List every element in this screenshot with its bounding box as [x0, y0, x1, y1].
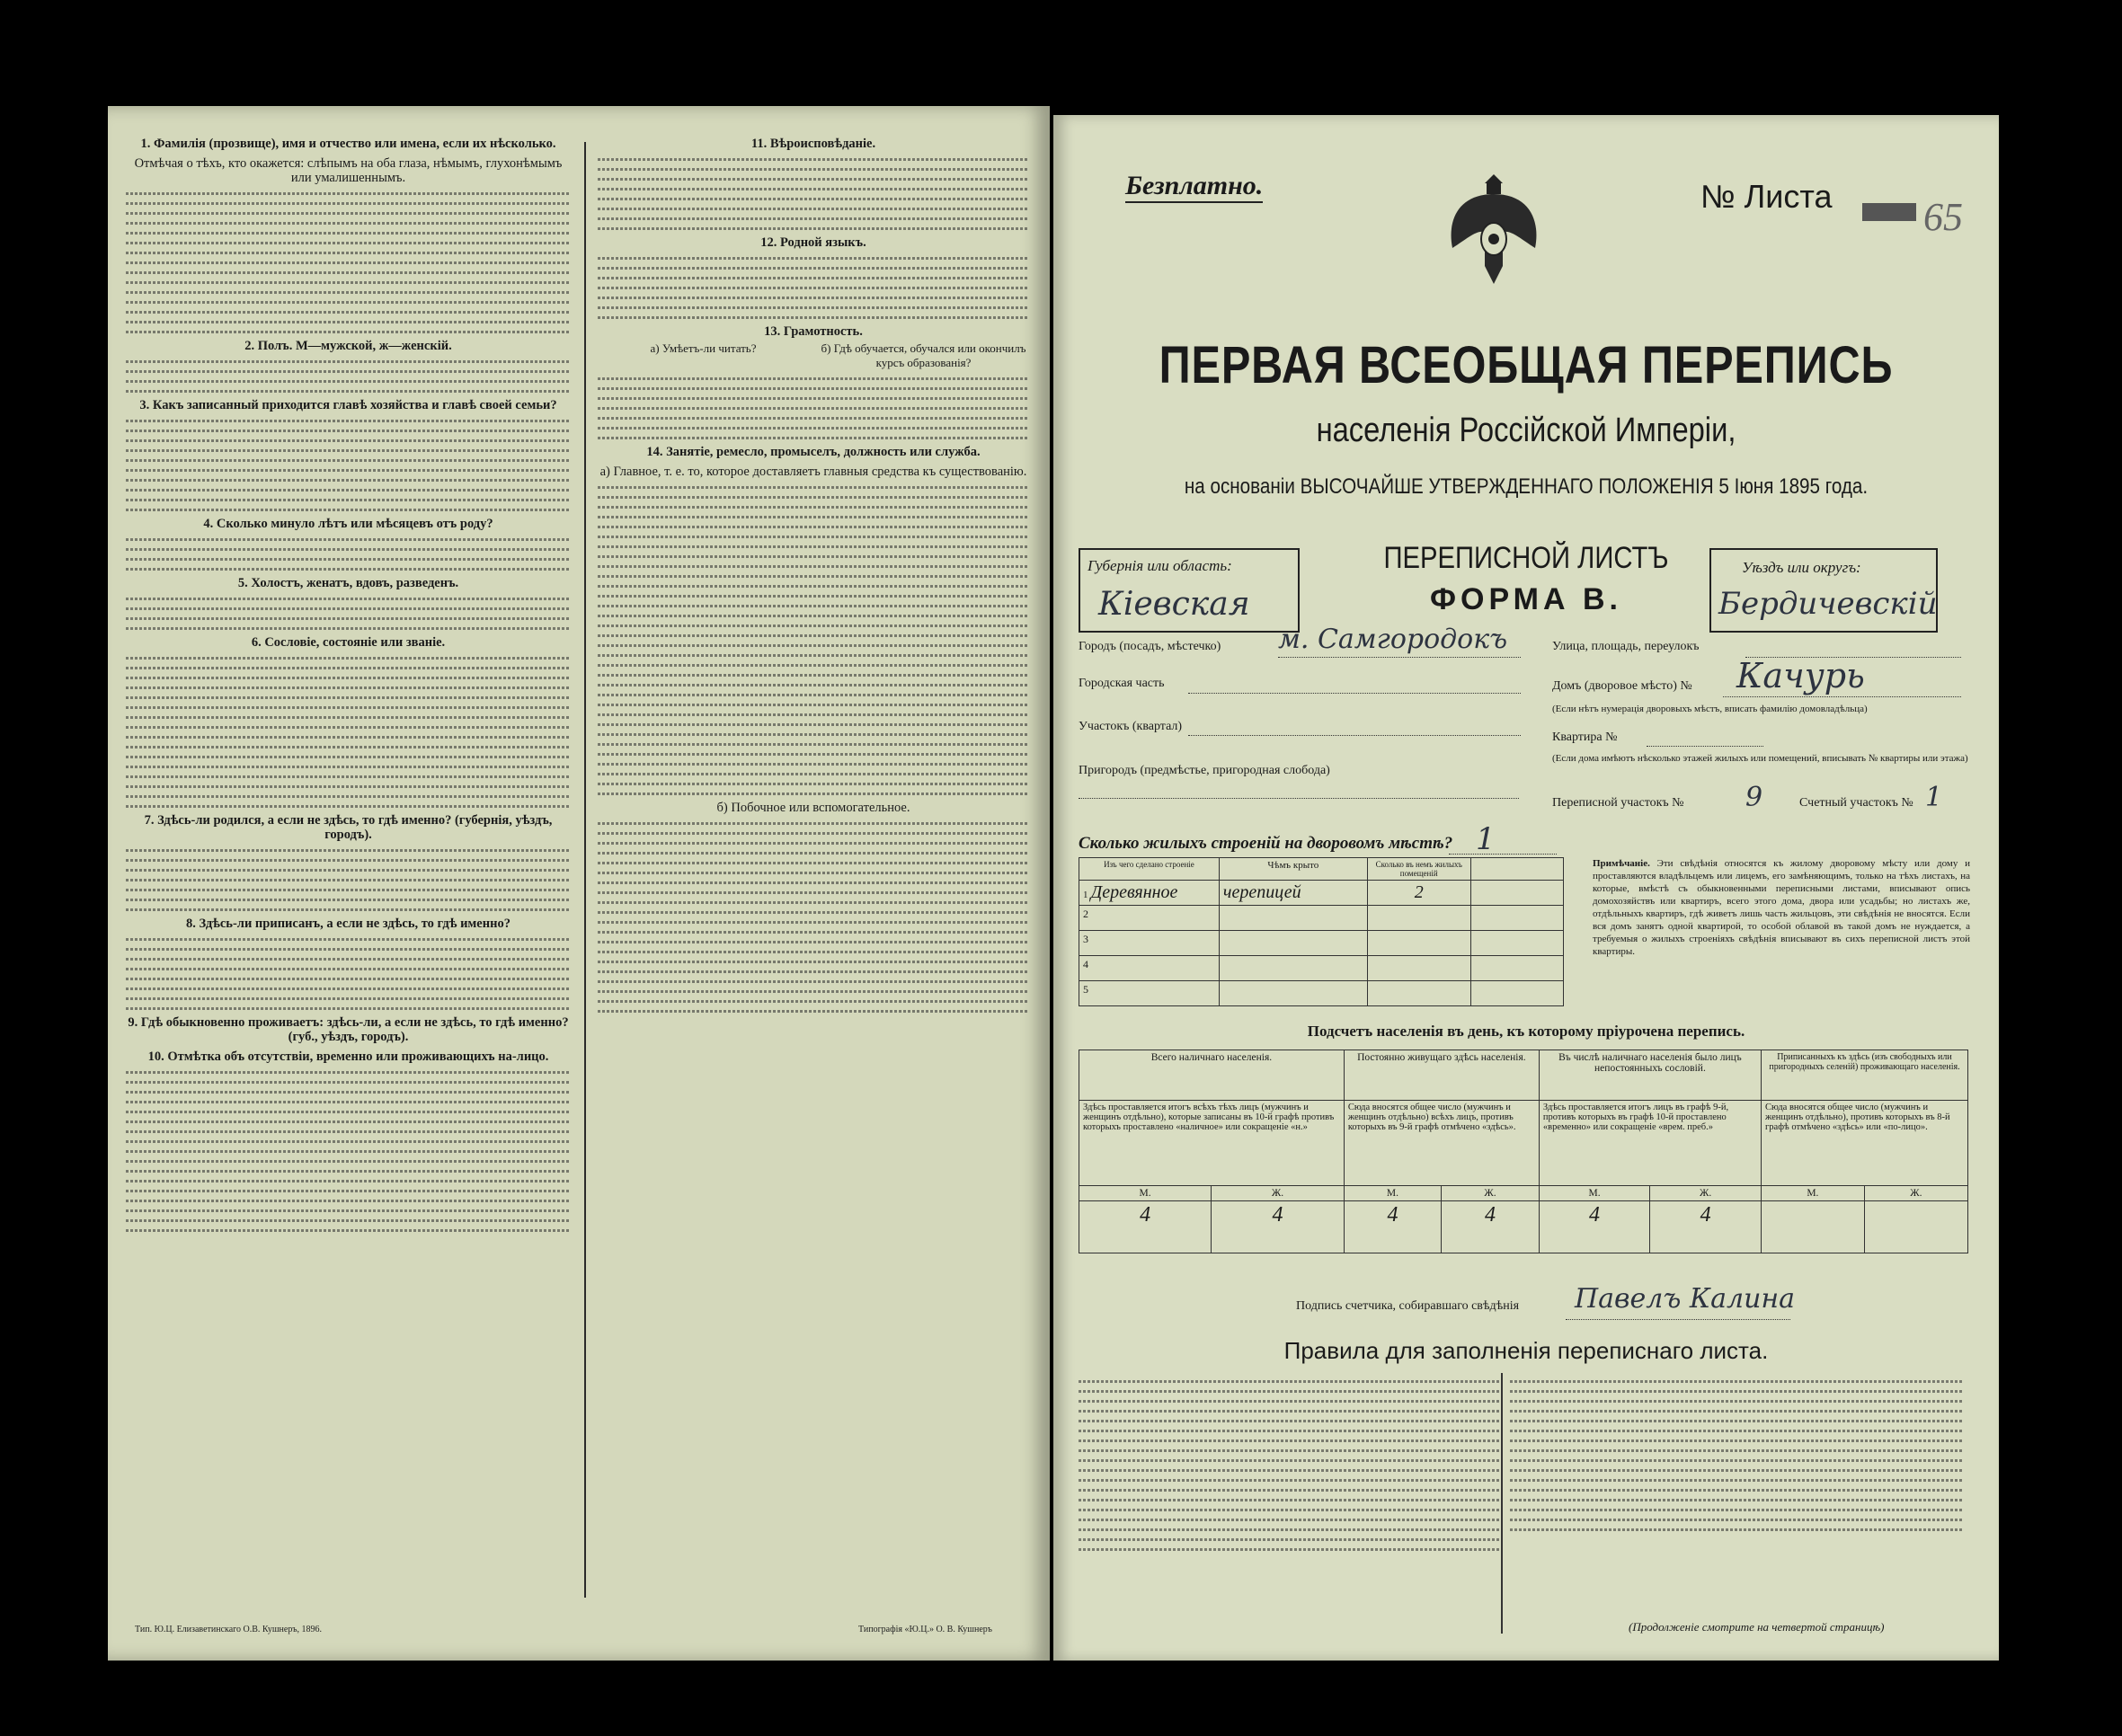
- table-header-row: [1079, 858, 1564, 881]
- suburb-line: [1079, 798, 1519, 799]
- subsection-b: б) Побочное или вспомогательное.: [716, 801, 910, 815]
- sex-header: М.: [1344, 1186, 1441, 1201]
- count-cell[interactable]: 4: [1344, 1201, 1441, 1253]
- signature-label: Подпись счетчика, собиравшаго свѣдѣнія: [1296, 1299, 1520, 1313]
- district-box: [1709, 548, 1938, 633]
- count-cell[interactable]: [1864, 1201, 1967, 1253]
- description-cell: Сюда вносятся общее число (мужчинъ и женщинъ отдѣльно), противъ которыхъ въ 8-й графѣ отмѣчено «здѣсь» или «по-лицо».: [1762, 1101, 1968, 1186]
- material-cell[interactable]: Деревянное: [1090, 882, 1178, 902]
- street-label: Улица, площадь, переулокъ: [1552, 640, 1700, 653]
- description-cell: Сюда вносятся общее число (мужчинъ и женщинъ отдѣльно) всѣхъ лицъ, противъ которыхъ въ 9-й графѣ отмѣчено «здѣсь».: [1344, 1101, 1539, 1186]
- description-cell: Здѣсь проставляется итогъ лицъ въ графѣ 9-й, противъ которыхъ въ графѣ 10-й проставлено «временно» или сокращеніе «врем. преб.»: [1539, 1101, 1761, 1186]
- sex-header: М.: [1079, 1186, 1212, 1201]
- apartment-note: (Если дома имѣютъ нѣсколько этажей жилыхъ или помещений, вписывать № квартиры или этажа): [1552, 753, 1968, 764]
- count-cell[interactable]: [1762, 1201, 1865, 1253]
- section-title: 13. Грамотность.: [764, 324, 863, 339]
- count-cell[interactable]: 4: [1650, 1201, 1762, 1253]
- form-title: ПЕРЕПИСНОЙ ЛИСТЪ: [1383, 541, 1669, 575]
- city-part-line: [1188, 693, 1521, 694]
- table-row: [1079, 931, 1564, 956]
- section-title: 11. Вѣроисповѣданіе.: [750, 137, 876, 151]
- signature-line: [1566, 1319, 1790, 1320]
- table-header-row: [1079, 1050, 1968, 1101]
- section-title: 5. Холостъ, женатъ, вдовъ, разведенъ.: [237, 576, 459, 590]
- count-cell[interactable]: 4: [1079, 1201, 1212, 1253]
- rules-divider: [1501, 1373, 1503, 1634]
- sex-header: Ж.: [1864, 1186, 1967, 1201]
- section-line: [1188, 735, 1521, 736]
- buildings-line: [1449, 854, 1557, 855]
- table-header: Всего наличнаго населенія.: [1079, 1050, 1345, 1101]
- signature-value[interactable]: Павелъ Калина: [1575, 1283, 1796, 1315]
- table-row: [1079, 881, 1564, 906]
- row-number: 1: [1083, 890, 1088, 900]
- rules-title: Правила для заполненія переписнаго листа.: [1283, 1337, 1769, 1364]
- house-line: [1723, 696, 1961, 697]
- sex-header: Ж.: [1442, 1186, 1540, 1201]
- row-number: 5: [1079, 981, 1220, 1006]
- town-label: Городъ (посадъ, мѣстечко): [1079, 640, 1221, 653]
- sex-header: М.: [1539, 1186, 1649, 1201]
- section-title: 7. Здѣсь-ли родился, а если не здѣсь, то гдѣ именно? (губернія, уѣздъ, городъ).: [144, 813, 553, 842]
- description-cell: Здѣсь проставляется итогъ всѣхъ тѣхъ лицъ (мужчинъ и женщинъ отдѣльно), которые записаны въ 10-й графѣ противъ которыхъ проставлено «наличное» или сокращеніе «н.»: [1079, 1101, 1345, 1186]
- section-title: 9. Гдѣ обыкновенно проживаетъ: здѣсь-ли, а если не здѣсь, то гдѣ именно? (губ., уѣздъ, городъ).: [128, 1015, 569, 1044]
- row-number: 2: [1079, 906, 1220, 931]
- table-header: Чѣмъ крыто: [1219, 858, 1367, 881]
- table-row: [1079, 1101, 1968, 1186]
- census-area-label: Переписной участокъ №: [1552, 796, 1684, 810]
- buildings-question: Сколько жилыхъ строеній на дворовомъ мѣстѣ?: [1079, 834, 1453, 853]
- right-page: [1053, 115, 1999, 1661]
- subsection-b: б) Гдѣ обучается, обучался или окончилъ курсъ образованія?: [821, 341, 1026, 369]
- table-row: [1079, 981, 1564, 1006]
- section-title: 6. Сословіе, состояніе или званіе.: [251, 635, 446, 650]
- suburb-label: Пригородъ (предмѣстье, пригородная слобода): [1079, 764, 1330, 777]
- row-number: 3: [1079, 931, 1220, 956]
- table-header: [1470, 858, 1563, 881]
- section-label: Участокъ (квартал): [1079, 720, 1183, 733]
- table-header: Постоянно живущаго здѣсь населенія.: [1344, 1050, 1539, 1101]
- rules-column-2: [1510, 1373, 1964, 1616]
- section-title: 3. Какъ записанный приходится главѣ хозяйства и главѣ своей семьи?: [139, 398, 557, 412]
- sheet-number-box: [1862, 203, 1916, 221]
- form-letter: ФОРМА В.: [1429, 582, 1623, 616]
- table-row: [1079, 956, 1564, 981]
- census-area-value[interactable]: 9: [1745, 782, 1763, 813]
- count-cell[interactable]: 4: [1539, 1201, 1649, 1253]
- house-label: Домъ (дворовое мѣсто) №: [1552, 679, 1692, 693]
- buildings-value[interactable]: 1: [1476, 821, 1496, 857]
- sheet-number-value: 65: [1923, 195, 1963, 239]
- section-title: 4. Сколько минуло лѣтъ или мѣсяцевъ отъ роду?: [203, 517, 493, 531]
- section-title: 8. Здѣсь-ли приписанъ, а если не здѣсь, то гдѣ именно?: [186, 917, 511, 931]
- counting-area-label: Счетный участокъ №: [1799, 796, 1913, 810]
- house-note: (Если нѣтъ нумерація дворовыхъ мѣстъ, вписать фамилію домовладѣльца): [1552, 704, 1868, 714]
- free-label: Безплатно.: [1125, 171, 1263, 203]
- rooms-cell[interactable]: 2: [1367, 881, 1470, 906]
- imperial-eagle-emblem: [1440, 167, 1548, 293]
- house-value[interactable]: Качурь: [1736, 656, 1865, 695]
- section-title: 2. Полъ. М—мужской, ж—женскій.: [244, 339, 452, 353]
- row-number: 4: [1079, 956, 1220, 981]
- section-title: 14. Занятіе, ремесло, промыселъ, должность или служба.: [646, 445, 981, 459]
- subsection-a: а) Умѣетъ-ли читать?: [650, 341, 757, 355]
- rules-column-1: [1079, 1373, 1501, 1634]
- apartment-line: [1647, 746, 1763, 747]
- buildings-note: [1593, 857, 1970, 1014]
- count-cell[interactable]: 4: [1442, 1201, 1540, 1253]
- left-column-1: [126, 131, 571, 1605]
- table-header: Сколько въ немъ жилыхъ помещеній: [1367, 858, 1470, 881]
- count-cell[interactable]: 4: [1212, 1201, 1345, 1253]
- note-text: Эти свѣдѣнія относятся къ жилому дворовому мѣсту или дому и проставляются владѣльцемъ или лицемъ, его замѣняющимъ, только на тѣхъ листахъ, на которые, вмѣстѣ съ обыкновенными переписными листами, вписывают опись домохозяйствъ или квартиръ, всего этого дома, двора или усадьбы; но листахъ же, отдѣльныхъ квартиръ, гдѣ живетъ лишь часть жильцовъ, эти свѣдѣнія не вносятся. Если вся домъ занятъ одной квартирой, то особой облавой въ такой домъ не нуждается, а требуемыя о жилыхъ строеніяхъ свѣдѣнія вписывают въ сихъ переписной листъ этой квартиры.: [1593, 858, 1970, 957]
- sheet-number-label: № Листа: [1700, 178, 1833, 215]
- sex-header: Ж.: [1212, 1186, 1345, 1201]
- table-header: Приписанныхъ къ здѣсь (изъ свободныхъ или пригородныхъ селеній) проживающаго населенія.: [1762, 1050, 1968, 1101]
- left-column-2: [598, 131, 1029, 1605]
- column-divider: [584, 142, 586, 1598]
- section-title: 1. Фамилія (прозвище), имя и отчество или имена, если их нѣсколько.: [140, 137, 556, 151]
- province-label: Губернія или область:: [1088, 557, 1232, 574]
- district-label: Уѣздъ или округъ:: [1742, 559, 1861, 576]
- rules-footer: (Продолженіе смотрите на четвертой страницѣ): [1629, 1620, 1885, 1634]
- counting-area-value[interactable]: 1: [1925, 782, 1943, 813]
- town-value[interactable]: м. Самгородокъ: [1278, 624, 1508, 655]
- main-title: ПЕРВАЯ ВСЕОБЩАЯ ПЕРЕПИСЬ: [1159, 336, 1894, 394]
- left-page: [108, 106, 1050, 1661]
- printer-footer: Типографія «Ю.Ц.» О. В. Кушнеръ: [858, 1625, 992, 1634]
- table-row: [1079, 906, 1564, 931]
- table-row: [1079, 1201, 1968, 1253]
- basis-line: на основаніи ВЫСОЧАЙШЕ УТВЕРЖДЕННАГО ПОЛОЖЕНІЯ 5 Іюня 1895 года.: [1184, 474, 1869, 499]
- note-title: Примѣчаніе.: [1593, 858, 1650, 869]
- section-title: 10. Отмѣтка объ отсутствіи, временно или проживающихъ на-лицо.: [147, 1050, 549, 1064]
- town-line: [1278, 657, 1521, 658]
- buildings-table: [1079, 857, 1564, 1006]
- sex-header: Ж.: [1650, 1186, 1762, 1201]
- sex-header: М.: [1762, 1186, 1865, 1201]
- section-note: Отмѣчая о тѣхъ, кто окажется: слѣпымъ на оба глаза, нѣмымъ, глухонѣмымъ или умалишеннымъ.: [134, 156, 563, 185]
- subsection-a: а) Главное, т. е. то, которое доставляетъ главныя средства къ существованію.: [599, 465, 1027, 479]
- district-value[interactable]: Бердичевскій: [1718, 586, 1938, 622]
- apartment-label: Квартира №: [1552, 731, 1618, 744]
- count-title: Подсчетъ населенія въ день, къ которому пріурочена перепись.: [1307, 1023, 1745, 1040]
- roof-cell[interactable]: черепицей: [1219, 881, 1367, 906]
- sub-title: населенія Россійской Имперіи,: [1316, 412, 1736, 449]
- table-row: [1079, 1186, 1968, 1201]
- section-title: 12. Родной языкъ.: [760, 235, 866, 250]
- printer-footer: Тип. Ю.Ц. Елизаветинскаго О.В. Кушнеръ, 1896.: [135, 1625, 322, 1634]
- population-count-table: [1079, 1050, 1968, 1253]
- province-value[interactable]: Кіевская: [1098, 586, 1250, 623]
- city-part-label: Городская часть: [1079, 677, 1165, 690]
- table-header: Въ числѣ наличнаго населенія было лицъ непостоянныхъ сословій.: [1539, 1050, 1761, 1101]
- table-header: Изъ чего сделано строеніе: [1079, 858, 1220, 881]
